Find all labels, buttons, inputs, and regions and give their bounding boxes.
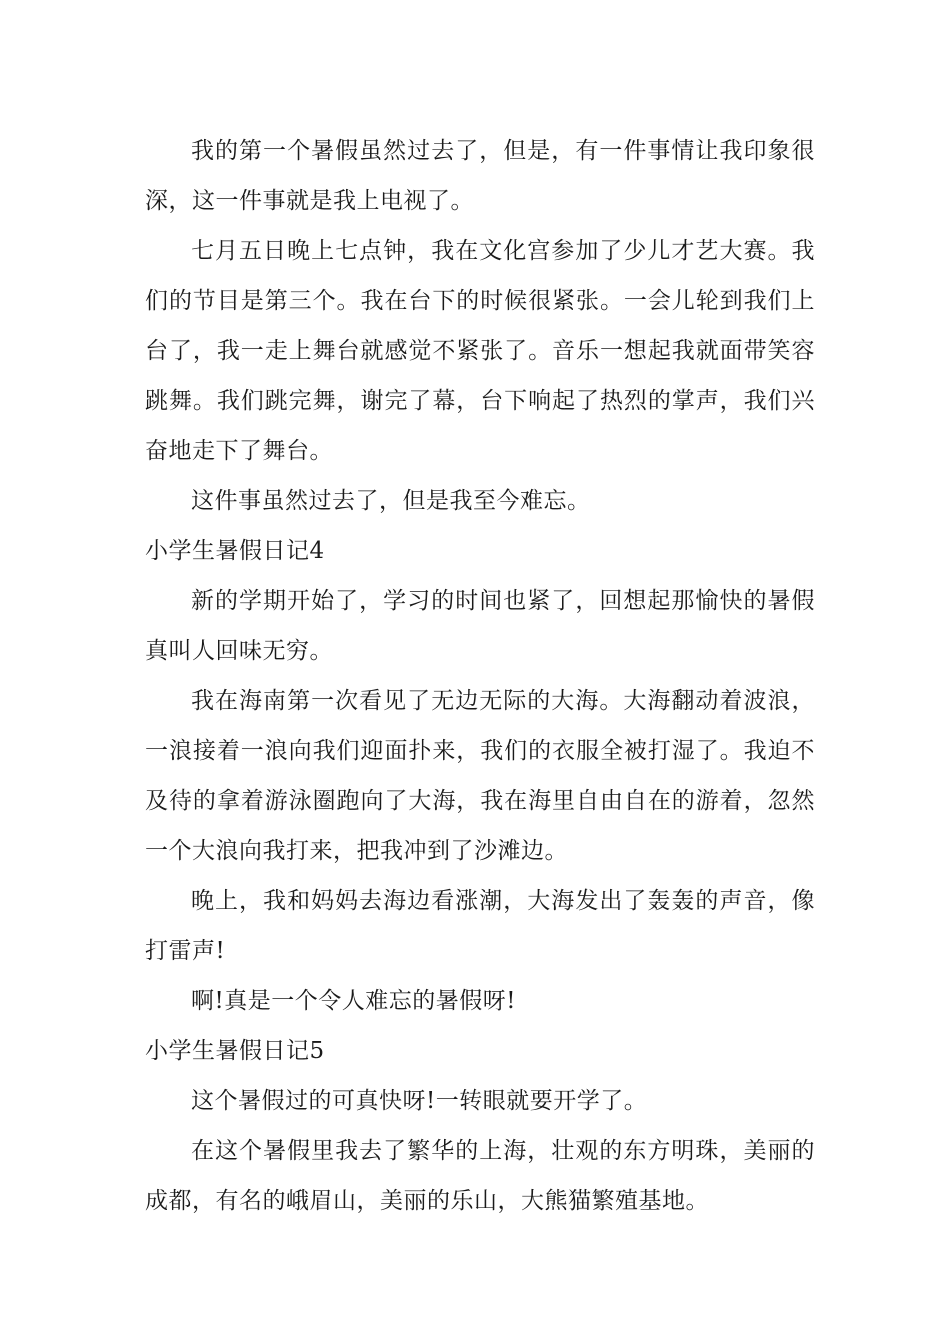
diary-heading: 小学生暑假日记4 [145, 538, 325, 564]
paragraph: 晚上，我和妈妈去海边看涨潮，大海发出了轰轰的声音，像打雷声! [145, 888, 815, 964]
paragraph: 我在海南第一次看见了无边无际的大海。大海翻动着波浪，一浪接着一浪向我们迎面扑来，我们的衣服全被打湿了。我迫不及待的拿着游泳圈跑向了大海，我在海里自由自在的游着，忽然一个大浪向我打来，把我冲到了沙滩边。 [145, 688, 815, 864]
paragraph: 这个暑假过的可真快呀!一转眼就要开学了。 [191, 1088, 648, 1114]
paragraph: 这件事虽然过去了，但是我至今难忘。 [191, 488, 591, 514]
diary-heading: 小学生暑假日记5 [145, 1038, 325, 1064]
paragraph: 新的学期开始了，学习的时间也紧了，回想起那愉快的暑假真叫人回味无穷。 [145, 588, 815, 664]
paragraph: 七月五日晚上七点钟，我在文化宫参加了少儿才艺大赛。我们的节目是第三个。我在台下的时候很紧张。一会儿轮到我们上台了，我一走上舞台就感觉不紧张了。音乐一想起我就面带笑容跳舞。我们跳完舞，谢完了幕，台下响起了热烈的掌声，我们兴奋地走下了舞台。 [145, 238, 815, 464]
paragraph: 啊!真是一个令人难忘的暑假呀! [191, 988, 516, 1014]
paragraph: 在这个暑假里我去了繁华的上海，壮观的东方明珠，美丽的成都，有名的峨眉山，美丽的乐山，大熊猫繁殖基地。 [145, 1138, 815, 1214]
document-body [145, 126, 815, 1226]
paragraph: 我的第一个暑假虽然过去了，但是，有一件事情让我印象很深，这一件事就是我上电视了。 [145, 138, 815, 214]
